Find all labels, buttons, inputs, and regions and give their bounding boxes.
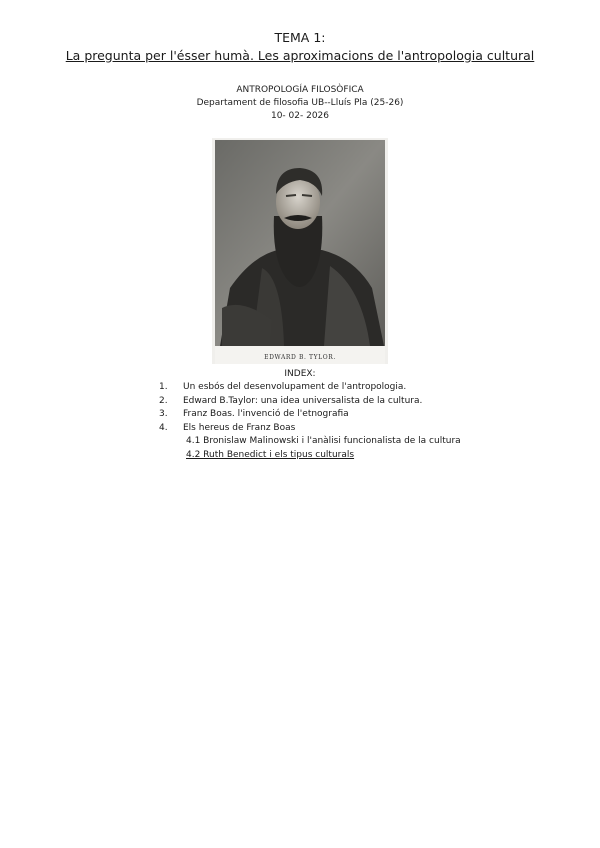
toc-number: 1. (159, 382, 168, 392)
document-subtitle-text: La pregunta per l'ésser humà. Les aproximacions de l'antropologia cultural (65, 48, 535, 63)
portrait-image (212, 138, 388, 364)
toc-text: Edward B.Taylor: una idea universalista de la cultura. (183, 396, 423, 406)
toc-number: 2. (159, 396, 168, 406)
document-title: TEMA 1: (274, 30, 326, 45)
toc-text: Un esbós del desenvolupament de l'antropologia. (183, 382, 407, 392)
document-date: 10- 02- 2026 (270, 111, 330, 121)
toc-text: Franz Boas. l'invenció de l'etnografia (183, 409, 349, 419)
toc-text: Els hereus de Franz Boas (183, 423, 296, 433)
portrait-drawing (212, 138, 388, 364)
toc-number: 3. (159, 409, 168, 419)
toc-number: 4. (159, 423, 168, 433)
portrait-caption: EDWARD B. TYLOR. (264, 354, 336, 361)
document-subtitle (0, 48, 600, 64)
toc-subitem-4-2[interactable]: 4.2 Ruth Benedict i els tipus culturals (186, 450, 355, 460)
course-name: ANTROPOLOGÍA FILOSÒFICA (236, 85, 364, 95)
toc-subitem-4-1: 4.1 Bronislaw Malinowski i l'anàlisi funcionalista de la cultura (186, 436, 461, 446)
index-heading: INDEX: (284, 369, 316, 379)
department-line: Departament de filosofia UB--Lluís Pla (25-26) (196, 98, 404, 108)
